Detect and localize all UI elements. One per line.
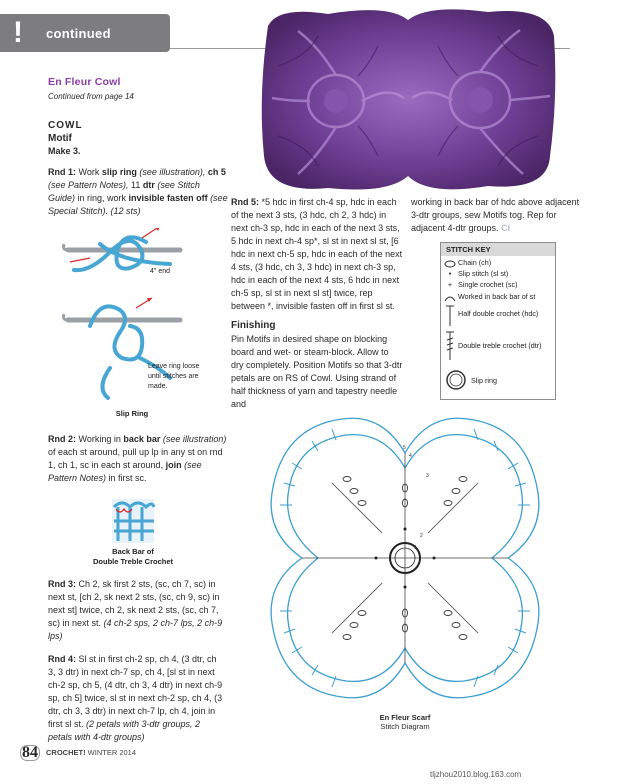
key-slip-ring: Slip ring xyxy=(441,369,555,393)
round-5: Rnd 5: *5 hdc in first ch-4 sp, hdc in each of the next 3 sts, (3 hdc, ch 2, 3 hdc) in next ch-3 sp, hdc in each of the next 3 sts, 5 hdc in next ch-4 sp*, sl st in next sl st, [6 hdc in next ch-5 sp, hdc in each of the next 4 sts, (3 hdc, ch 3, 3 hdc) in next ch-3 sp, hdc in each of the next 4 sts, 6 hdc in next ch-5 sp, sl st in next sl st] twice, rep between *, invisible fasten off in first sl st. xyxy=(231,197,403,311)
stitch-diagram xyxy=(262,413,548,703)
key-hdc: Half double crochet (hdc) xyxy=(441,305,555,327)
section-heading: COWL xyxy=(48,120,83,131)
slip-ring-caption: Slip Ring xyxy=(115,409,149,418)
key-chain: Chain (ch) xyxy=(441,258,555,270)
round-2: Rnd 2: Working in back bar (see illustration) of each st around, pull up lp in any st on rnd 1, ch 1, sc in each st around, join (see Pattern Notes) in first sc. xyxy=(48,434,227,483)
hdc-icon xyxy=(444,305,456,327)
back-bar-caption: Back Bar of Double Treble Crochet xyxy=(92,547,173,566)
rounds-3-4 xyxy=(48,578,226,754)
slip-ring-icon xyxy=(445,369,467,391)
continued-label: continued xyxy=(46,26,111,41)
right-column xyxy=(411,196,586,235)
watermark: tljzhou2010.blog.163.com xyxy=(430,770,522,779)
left-column xyxy=(48,72,228,228)
slip-ring-leave-label: Leave ring loose until stitches are made. xyxy=(148,363,200,390)
key-single-crochet: + Single crochet (sc) xyxy=(441,280,555,292)
make-count: Make 3. xyxy=(48,146,81,156)
round-3: Rnd 3: Ch 2, sk first 2 sts, (sc, ch 7, sc) in next st, [ch 2, sk next 2 sts, (sc, ch 9, sc) in next st] twice, ch 2, sk next 2 sts, (sc, ch 7, sc) in next st. (4 ch-2 sps, 2 ch-7 lps, 2 ch-9 lps) xyxy=(48,579,223,641)
diagram-caption-title: En Fleur Scarf xyxy=(379,713,431,722)
stitch-key xyxy=(440,242,556,400)
round-number-3: 3 xyxy=(426,473,429,479)
continued-tab xyxy=(0,14,170,52)
key-dtr: Double treble crochet (dtr) xyxy=(441,331,555,361)
page-number: 84 xyxy=(22,744,38,761)
cowl-photo xyxy=(258,6,558,193)
round-4: Rnd 4: Sl st in first ch-2 sp, ch 4, (3 dtr, ch 3, 3 dtr) in next ch-7 sp, ch 4, [sl st in next ch-2 sp, ch 5, (4 dtr, ch 3, 4 dtr) in next ch-9 sp, ch 5] twice, sl st in next ch-2 sp, ch 4, (3 dtr, ch 3, 3 dtr) in next ch-7 lp, ch 4, join in first sl st. (2 petals with 3-dtr groups, 2 petals with 4-dtr groups) xyxy=(48,654,223,742)
round-number-2: 2 xyxy=(420,533,423,539)
round-1: Rnd 1: Work slip ring (see illustration), ch 5 (see Pattern Notes), 11 dtr (see Stitch Guide) in ring, work invisible fasten off (see Special Stitch). (12 sts) xyxy=(48,167,228,216)
round-number-4: 4 xyxy=(409,453,412,459)
single-crochet-icon: + xyxy=(447,280,453,289)
back-bar-icon xyxy=(444,292,456,304)
diagram-caption-sub: Stitch Diagram xyxy=(380,722,430,731)
exclamation-icon: ! xyxy=(13,16,23,49)
footer-magazine: CROCHET! WINTER 2014 xyxy=(46,748,137,757)
pattern-title: En Fleur Cowl xyxy=(48,76,121,88)
middle-column xyxy=(231,196,403,411)
dtr-icon xyxy=(444,331,456,361)
stitch-key-title: STITCH KEY xyxy=(441,243,555,256)
key-slip-stitch: • Slip stitch (sl st) xyxy=(441,269,555,281)
end-mark: CI xyxy=(501,223,511,233)
back-bar-illustration xyxy=(110,497,156,545)
diagram-caption xyxy=(355,713,455,731)
finishing-continued: working in back bar of hdc above adjacent 3-dtr groups, sew Motifs tog. Rep for adjacent 4-dtr groups. xyxy=(411,197,580,233)
continued-from: Continued from page 14 xyxy=(48,92,134,101)
slip-ring-end-label: 4" end xyxy=(150,268,171,275)
round-number-5: 5 xyxy=(403,445,406,451)
key-back-bar: Worked in back bar of st xyxy=(441,292,555,304)
finishing-heading: Finishing xyxy=(231,320,276,331)
motif-heading: Motif xyxy=(48,133,72,144)
slip-stitch-icon: • xyxy=(448,269,452,278)
round-number-1: 1 xyxy=(414,545,417,551)
finishing-text: Pin Motifs in desired shape on blocking board and wet- or steam-block. Allow to dry completely. Position Motifs so that 3-dtr petals are on RS of Cowl. Using strand of half thickness of yarn and tapestry needle and xyxy=(231,334,403,409)
